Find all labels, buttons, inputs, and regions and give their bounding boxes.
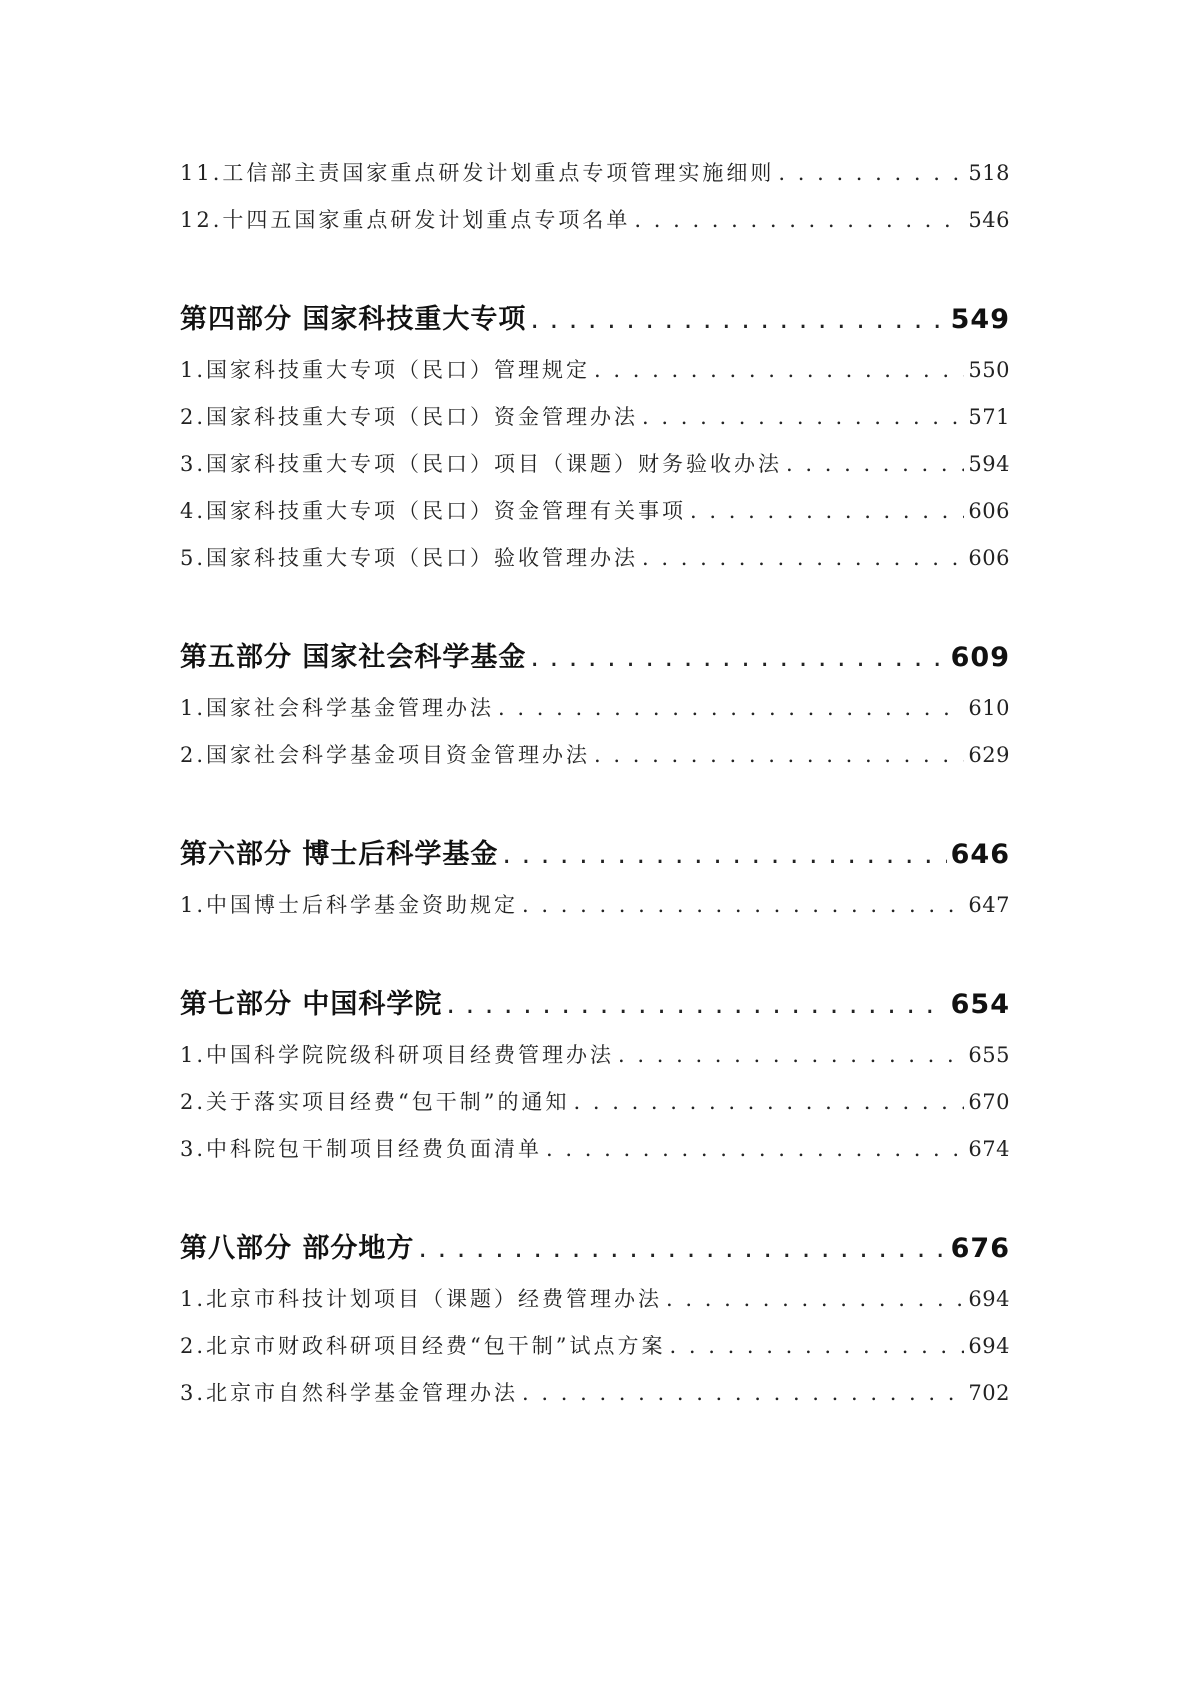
section-spacer xyxy=(180,779,1010,827)
toc-entry-label: 4.国家科技重大专项（民口）资金管理有关事项 xyxy=(180,499,687,523)
dot-leader xyxy=(690,488,964,535)
toc-entry-label: 5.国家科技重大专项（民口）验收管理办法 xyxy=(180,546,639,570)
toc-entry-page: 606 xyxy=(968,546,1010,570)
toc-section-heading[interactable] xyxy=(180,977,1010,1032)
toc-entry[interactable] xyxy=(180,488,1010,535)
toc-entry-page: 702 xyxy=(968,1381,1010,1405)
toc-entry-label: 1.国家社会科学基金管理办法 xyxy=(180,696,495,720)
toc-entry[interactable] xyxy=(180,1079,1010,1126)
dot-leader xyxy=(634,197,964,244)
dot-leader xyxy=(670,1323,965,1370)
section-title: 第六部分 博士后科学基金 xyxy=(180,839,499,870)
toc-entry[interactable] xyxy=(180,1126,1010,1173)
toc-entry-label: 12.十四五国家重点研发计划重点专项名单 xyxy=(180,208,631,232)
section-page: 676 xyxy=(950,1233,1010,1264)
toc-entry[interactable] xyxy=(180,882,1010,929)
dot-leader xyxy=(530,630,946,685)
dot-leader xyxy=(618,1032,964,1079)
toc-entry[interactable] xyxy=(180,150,1010,197)
dot-leader xyxy=(446,977,946,1032)
toc-entry[interactable] xyxy=(180,535,1010,582)
toc-entry-page: 674 xyxy=(968,1137,1010,1161)
toc-entry[interactable] xyxy=(180,347,1010,394)
section-spacer xyxy=(180,929,1010,977)
section-spacer xyxy=(180,244,1010,292)
dot-leader xyxy=(594,732,964,779)
toc-entry-page: 694 xyxy=(968,1287,1010,1311)
toc-entry[interactable] xyxy=(180,197,1010,244)
toc-entry-page: 655 xyxy=(968,1043,1010,1067)
toc-entry-label: 1.中国科学院院级科研项目经费管理办法 xyxy=(180,1043,615,1067)
toc-entry-label: 11.工信部主责国家重点研发计划重点专项管理实施细则 xyxy=(180,161,775,185)
dot-leader xyxy=(522,882,964,929)
toc-entry[interactable] xyxy=(180,1032,1010,1079)
toc-section-heading[interactable] xyxy=(180,292,1010,347)
dot-leader xyxy=(642,394,964,441)
toc-entry-label: 1.国家科技重大专项（民口）管理规定 xyxy=(180,358,591,382)
toc-entry-page: 694 xyxy=(968,1334,1010,1358)
dot-leader xyxy=(498,685,964,732)
toc-entry-label: 3.北京市自然科学基金管理办法 xyxy=(180,1381,519,1405)
dot-leader xyxy=(666,1276,964,1323)
toc-entry-page: 571 xyxy=(968,405,1010,429)
toc-entry-page: 610 xyxy=(968,696,1010,720)
toc-entry-label: 3.国家科技重大专项（民口）项目（课题）财务验收办法 xyxy=(180,452,783,476)
section-page: 654 xyxy=(950,989,1010,1020)
toc-entry[interactable] xyxy=(180,685,1010,732)
dot-leader xyxy=(786,441,964,488)
toc-entry-page: 629 xyxy=(968,743,1010,767)
section-title: 第五部分 国家社会科学基金 xyxy=(180,642,527,673)
toc-entry[interactable] xyxy=(180,732,1010,779)
section-title: 第七部分 中国科学院 xyxy=(180,989,443,1020)
toc-entry-page: 518 xyxy=(968,161,1010,185)
toc-section-heading[interactable] xyxy=(180,1221,1010,1276)
toc-entry-label: 2.关于落实项目经费“包干制”的通知 xyxy=(180,1090,570,1114)
dot-leader xyxy=(418,1221,946,1276)
toc-entry-label: 2.国家科技重大专项（民口）资金管理办法 xyxy=(180,405,639,429)
table-of-contents xyxy=(180,150,1010,1417)
toc-entry-page: 606 xyxy=(968,499,1010,523)
toc-entry-page: 594 xyxy=(968,452,1010,476)
toc-entry-page: 647 xyxy=(968,893,1010,917)
section-spacer xyxy=(180,582,1010,630)
toc-entry[interactable] xyxy=(180,1323,1010,1370)
dot-leader xyxy=(778,150,964,197)
section-page: 549 xyxy=(950,304,1010,335)
dot-leader xyxy=(546,1126,964,1173)
section-title: 第四部分 国家科技重大专项 xyxy=(180,304,527,335)
dot-leader xyxy=(530,292,946,347)
toc-section-heading[interactable] xyxy=(180,630,1010,685)
toc-entry[interactable] xyxy=(180,441,1010,488)
toc-entry-label: 1.北京市科技计划项目（课题）经费管理办法 xyxy=(180,1287,663,1311)
toc-entry[interactable] xyxy=(180,1276,1010,1323)
section-page: 609 xyxy=(950,642,1010,673)
dot-leader xyxy=(642,535,964,582)
section-page: 646 xyxy=(950,839,1010,870)
toc-entry[interactable] xyxy=(180,394,1010,441)
toc-section-heading[interactable] xyxy=(180,827,1010,882)
toc-entry-page: 670 xyxy=(968,1090,1010,1114)
toc-entry[interactable] xyxy=(180,1370,1010,1417)
toc-entry-label: 2.国家社会科学基金项目资金管理办法 xyxy=(180,743,591,767)
dot-leader xyxy=(574,1079,965,1126)
dot-leader xyxy=(522,1370,964,1417)
toc-entry-label: 3.中科院包干制项目经费负面清单 xyxy=(180,1137,543,1161)
dot-leader xyxy=(594,347,964,394)
toc-entry-label: 1.中国博士后科学基金资助规定 xyxy=(180,893,519,917)
section-title: 第八部分 部分地方 xyxy=(180,1233,415,1264)
toc-entry-label: 2.北京市财政科研项目经费“包干制”试点方案 xyxy=(180,1334,666,1358)
toc-entry-page: 550 xyxy=(968,358,1010,382)
dot-leader xyxy=(502,827,946,882)
section-spacer xyxy=(180,1173,1010,1221)
toc-entry-page: 546 xyxy=(968,208,1010,232)
